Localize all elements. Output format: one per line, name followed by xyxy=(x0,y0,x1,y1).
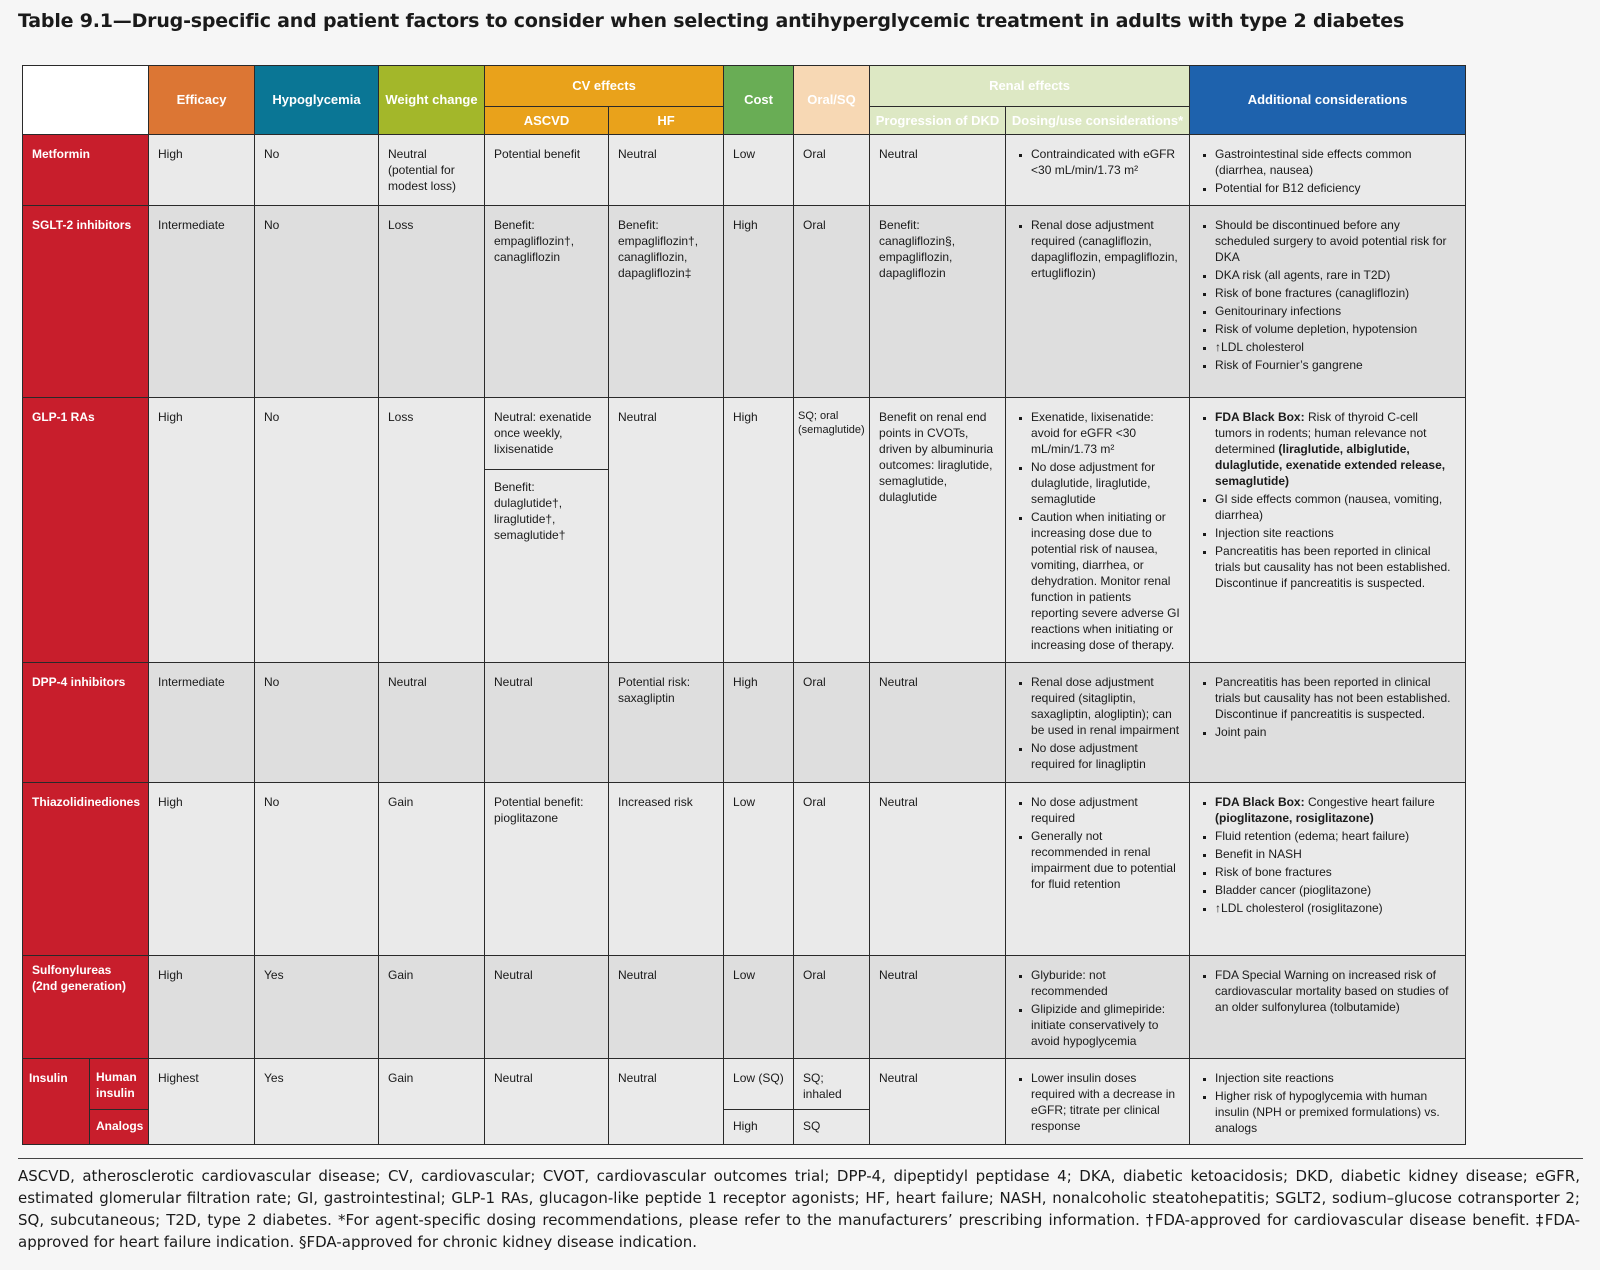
cell-efficacy: High xyxy=(149,783,255,956)
list-item: ▪ Risk of volume depletion, hypotension xyxy=(1215,321,1457,337)
cell-efficacy: Highest xyxy=(149,1058,255,1144)
cell-cost: Low xyxy=(724,783,794,956)
header-efficacy: Efficacy xyxy=(149,66,255,135)
header-corner xyxy=(23,66,149,135)
cell-dkd: Neutral xyxy=(870,783,1006,956)
list-item: ▪ Risk of bone fractures xyxy=(1215,864,1457,880)
table-row-insulin xyxy=(23,1058,1466,1109)
cell-weight: Neutral (potential for modest loss) xyxy=(379,135,485,205)
cell-additional xyxy=(1190,397,1466,662)
cell-weight: Loss xyxy=(379,397,485,662)
cell-dkd: Neutral xyxy=(870,135,1006,205)
drug-name: Insulin xyxy=(23,1058,90,1144)
cell-ascvd: Neutral xyxy=(485,662,609,783)
cell-ascvd: Neutral xyxy=(485,1058,609,1144)
list-item: ▪ Potential for B12 deficiency xyxy=(1215,180,1457,196)
list-item: ▪ Lower insulin doses required with a decrease in eGFR; titrate per clinical response xyxy=(1031,1070,1181,1134)
header-cost: Cost xyxy=(724,66,794,135)
cell-cost: High xyxy=(724,397,794,662)
cell-hypoglycemia: Yes xyxy=(255,956,379,1058)
cell-dkd: Neutral xyxy=(870,956,1006,1058)
list-item: ▪ Should be discontinued before any scheduled surgery to avoid potential risk for DKA xyxy=(1215,217,1457,265)
cell-efficacy: Intermediate xyxy=(149,205,255,397)
cell-weight: Loss xyxy=(379,205,485,397)
drug-name: SGLT-2 inhibitors xyxy=(23,205,149,397)
cell-hf: Potential risk: saxagliptin xyxy=(609,662,724,783)
cell-route-analogs: SQ xyxy=(794,1109,870,1144)
cell-cost-analogs: High xyxy=(724,1109,794,1144)
footnote-divider xyxy=(18,1158,1583,1159)
cell-efficacy: High xyxy=(149,956,255,1058)
cell-weight: Gain xyxy=(379,783,485,956)
header-progression-dkd: Progression of DKD xyxy=(870,107,1006,135)
list-item: ▪ DKA risk (all agents, rare in T2D) xyxy=(1215,267,1457,283)
drug-name: Metformin xyxy=(23,135,149,205)
footnote: ASCVD, atherosclerotic cardiovascular disease; CV, cardiovascular; CVOT, cardiovascular outcomes trial; DPP-4, dipeptidyl peptidase 4; DKA, diabetic ketoacidosis; DKD, diabetic kidney disease; eGFR, estimated glomerular filtration rate; GI, gastrointestinal; GLP-1 RAs, glucagon-like peptide 1 receptor agonists; HF, heart failure; NASH, nonalcoholic steatohepatitis; SGLT2, sodium–glucose cotransporter 2; SQ, subcutaneous; T2D, type 2 diabetes. *For agent-specific dosing recommendations, please refer to the manufacturers’ prescribing information. †FDA-approved for cardiovascular disease benefit. ‡FDA-approved for heart failure indication. §FDA-approved for chronic kidney disease indication. xyxy=(18,1167,1580,1251)
list-item: ▪ Renal dose adjustment required (canagliflozin, dapagliflozin, empagliflozin, ertugliflozin) xyxy=(1031,217,1181,281)
list-item: ▪ Contraindicated with eGFR <30 mL/min/1.73 m² xyxy=(1031,146,1181,178)
drug-name: Sulfonylureas (2nd generation) xyxy=(23,956,149,1058)
cell-route: Oral xyxy=(794,783,870,956)
header-dosing-use: Dosing/use considerations* xyxy=(1006,107,1190,135)
cell-hypoglycemia: No xyxy=(255,205,379,397)
header-hf: HF xyxy=(609,107,724,135)
cell-cost: High xyxy=(724,205,794,397)
cell-additional xyxy=(1190,205,1466,397)
cell-ascvd: Neutral xyxy=(485,956,609,1058)
list-item: ▪ Risk of bone fractures (canagliflozin) xyxy=(1215,285,1457,301)
list-item-black-box xyxy=(1215,794,1457,826)
cell-hf: Neutral xyxy=(609,956,724,1058)
list-item: ▪ Injection site reactions xyxy=(1215,525,1457,541)
cell-ascvd: Benefit: empagliflozin†, canagliflozin xyxy=(485,205,609,397)
drug-factors-table xyxy=(22,65,1466,1145)
drug-name: GLP-1 RAs xyxy=(23,397,149,662)
cell-route: SQ; oral (semaglutide) xyxy=(794,397,870,662)
cell-cost: Low xyxy=(724,135,794,205)
table-row-tzd xyxy=(23,783,1466,956)
header-oral-sq: Oral/SQ xyxy=(794,66,870,135)
list-item: ▪ Bladder cancer (pioglitazone) xyxy=(1215,882,1457,898)
list-item: ▪ Pancreatitis has been reported in clinical trials but causality has not been established. Discontinue if pancreatitis is suspected. xyxy=(1215,674,1457,722)
black-box-agents: (pioglitazone, rosiglitazone) xyxy=(1215,811,1374,826)
cell-route: Oral xyxy=(794,135,870,205)
list-item: ▪ Exenatide, lixisenatide: avoid for eGFR <30 mL/min/1.73 m² xyxy=(1031,409,1181,457)
table-row-sulfonylureas xyxy=(23,956,1466,1058)
cell-weight: Neutral xyxy=(379,662,485,783)
list-item: ▪ Fluid retention (edema; heart failure) xyxy=(1215,828,1457,844)
cell-additional xyxy=(1190,662,1466,783)
cell-cost: Low xyxy=(724,956,794,1058)
drug-subtype-analogs: Analogs xyxy=(90,1109,149,1144)
cell-hf: Neutral xyxy=(609,135,724,205)
cell-dosing xyxy=(1006,397,1190,662)
drug-name: Thiazolidinediones xyxy=(23,783,149,956)
cell-efficacy: High xyxy=(149,397,255,662)
cell-dosing xyxy=(1006,956,1190,1058)
cell-ascvd: Potential benefit xyxy=(485,135,609,205)
cell-dosing xyxy=(1006,783,1190,956)
table-row-dpp4 xyxy=(23,662,1466,783)
list-item: ▪ Caution when initiating or increasing dose due to potential risk of nausea, vomiting, diarrhea, or dehydration. Monitor renal function in patients reporting severe adverse GI reactions when initiating or increasing dose of therapy. xyxy=(1031,509,1181,653)
list-item: ▪ Risk of Fournier’s gangrene xyxy=(1215,357,1457,373)
cell-hypoglycemia: No xyxy=(255,135,379,205)
list-item: ▪ Joint pain xyxy=(1215,724,1457,740)
list-item: ▪ No dose adjustment required for linagliptin xyxy=(1031,740,1181,772)
black-box-text: Congestive heart failure xyxy=(1304,795,1435,810)
cell-cost-human: Low (SQ) xyxy=(724,1058,794,1109)
cell-additional xyxy=(1190,956,1466,1058)
cell-hf: Benefit: empagliflozin†, canagliflozin, dapagliflozin‡ xyxy=(609,205,724,397)
cell-dosing xyxy=(1006,205,1190,397)
cell-dosing xyxy=(1006,1058,1190,1144)
table-row-metformin xyxy=(23,135,1466,205)
cell-weight: Gain xyxy=(379,956,485,1058)
list-item: ▪ Pancreatitis has been reported in clinical trials but causality has not been established. Discontinue if pancreatitis is suspected. xyxy=(1215,543,1457,591)
list-item: ▪ Renal dose adjustment required (sitagliptin, saxagliptin, alogliptin); can be used in renal impairment xyxy=(1031,674,1181,738)
header-weight-change: Weight change xyxy=(379,66,485,135)
cell-dosing xyxy=(1006,662,1190,783)
table-row-glp1 xyxy=(23,397,1466,470)
cell-hypoglycemia: Yes xyxy=(255,1058,379,1144)
black-box-agents: (liraglutide, albiglutide, dulaglutide, exenatide extended release, semaglutide) xyxy=(1215,441,1446,488)
cell-hf: Neutral xyxy=(609,1058,724,1144)
cell-cost: High xyxy=(724,662,794,783)
list-item: ▪ Glyburide: not recommended xyxy=(1031,967,1181,999)
cell-dosing xyxy=(1006,135,1190,205)
list-item: ▪ FDA Special Warning on increased risk of cardiovascular mortality based on studies of an older sulfonylurea (tolbutamide) xyxy=(1215,967,1457,1015)
cell-hypoglycemia: No xyxy=(255,783,379,956)
cell-ascvd: Potential benefit: pioglitazone xyxy=(485,783,609,956)
black-box-label: FDA Black Box: xyxy=(1215,409,1305,424)
cell-dkd: Neutral xyxy=(870,1058,1006,1144)
list-item: ▪ Glipizide and glimepiride: initiate conservatively to avoid hypoglycemia xyxy=(1031,1001,1181,1049)
list-item: ▪ GI side effects common (nausea, vomiting, diarrhea) xyxy=(1215,491,1457,523)
black-box-label: FDA Black Box: xyxy=(1215,795,1305,810)
cell-route: Oral xyxy=(794,662,870,783)
cell-efficacy: High xyxy=(149,135,255,205)
cell-hypoglycemia: No xyxy=(255,662,379,783)
cell-additional xyxy=(1190,1058,1466,1144)
cell-additional xyxy=(1190,783,1466,956)
header-renal-effects: Renal effects xyxy=(870,66,1190,107)
header-cv-effects: CV effects xyxy=(485,66,724,107)
cell-efficacy: Intermediate xyxy=(149,662,255,783)
black-box-text: Risk of thyroid C-cell tumors in rodents; human relevance not determined xyxy=(1215,409,1427,456)
cell-dkd: Benefit on renal end points in CVOTs, driven by albuminuria outcomes: liraglutide, semaglutide, dulaglutide xyxy=(870,397,1006,662)
list-item: ▪ Gastrointestinal side effects common (diarrhea, nausea) xyxy=(1215,146,1457,178)
list-item: ▪ No dose adjustment required xyxy=(1031,794,1181,826)
cell-hf: Increased risk xyxy=(609,783,724,956)
cell-hypoglycemia: No xyxy=(255,397,379,662)
list-item: ▪ ↑LDL cholesterol xyxy=(1215,339,1457,355)
drug-subtype-human: Human insulin xyxy=(90,1058,149,1109)
cell-route-human: SQ; inhaled xyxy=(794,1058,870,1109)
list-item: ▪ Genitourinary infections xyxy=(1215,303,1457,319)
header-ascvd: ASCVD xyxy=(485,107,609,135)
cell-ascvd-neutral: Neutral: exenatide once weekly, lixisenatide xyxy=(485,397,609,470)
cell-dkd: Neutral xyxy=(870,662,1006,783)
cell-hf: Neutral xyxy=(609,397,724,662)
list-item: ▪ ↑LDL cholesterol (rosiglitazone) xyxy=(1215,900,1457,916)
cell-route: Oral xyxy=(794,205,870,397)
table-row-sglt2 xyxy=(23,205,1466,397)
cell-route: Oral xyxy=(794,956,870,1058)
table-title: Table 9.1—Drug-specific and patient factors to consider when selecting antihyperglycemic treatment in adults with type 2 diabetes xyxy=(18,10,1405,32)
list-item: ▪ No dose adjustment for dulaglutide, liraglutide, semaglutide xyxy=(1031,459,1181,507)
header-hypoglycemia: Hypoglycemia xyxy=(255,66,379,135)
cell-dkd: Benefit: canagliflozin§, empagliflozin, dapagliflozin xyxy=(870,205,1006,397)
list-item: ▪ Generally not recommended in renal impairment due to potential for fluid retention xyxy=(1031,828,1181,892)
drug-name: DPP-4 inhibitors xyxy=(23,662,149,783)
list-item-black-box xyxy=(1215,409,1457,489)
header-additional-considerations: Additional considerations xyxy=(1190,66,1466,135)
list-item: ▪ Higher risk of hypoglycemia with human insulin (NPH or premixed formulations) vs. analogs xyxy=(1215,1088,1457,1136)
list-item: ▪ Injection site reactions xyxy=(1215,1070,1457,1086)
list-item: ▪ Benefit in NASH xyxy=(1215,846,1457,862)
cell-weight: Gain xyxy=(379,1058,485,1144)
cell-ascvd-benefit: Benefit: dulaglutide†, liraglutide†, semaglutide† xyxy=(485,470,609,662)
cell-additional xyxy=(1190,135,1466,205)
